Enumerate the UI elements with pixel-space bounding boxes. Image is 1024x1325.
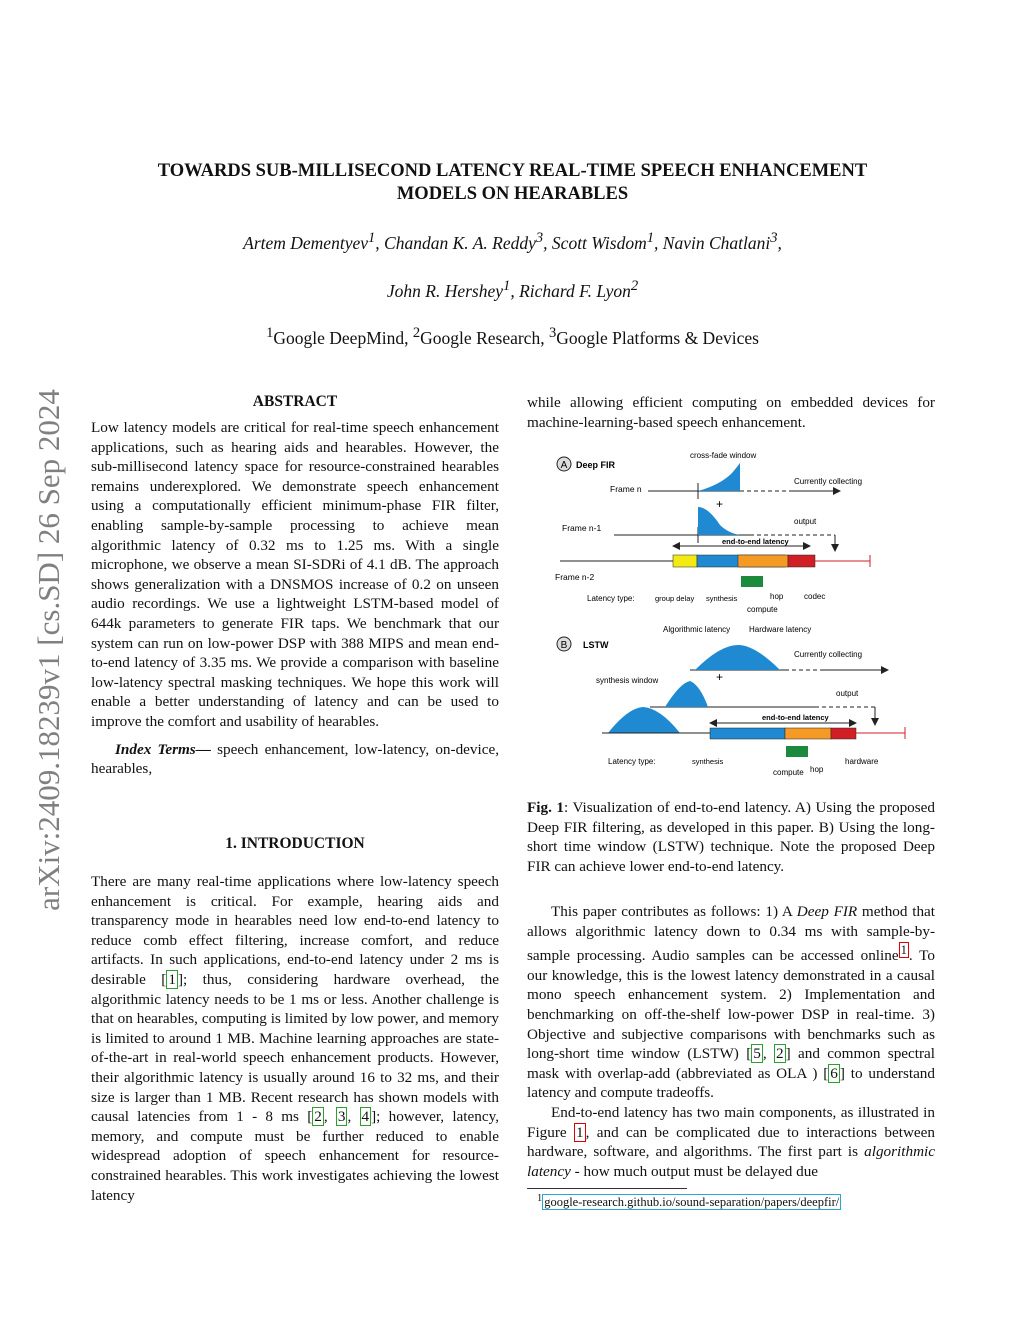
e2e-text: , and can be complicated due to interactions between hardware, software, and algorithms. The first part is — [527, 1123, 935, 1161]
e2e-emphasis: algorithmic latency — [527, 1143, 935, 1180]
affiliation: Google DeepMind — [273, 327, 405, 348]
continued-text: while allowing efficient computing on embedded devices for machine-learning-based speech enhancement. — [527, 394, 935, 431]
contributions — [527, 902, 935, 1181]
hardware-bar — [831, 728, 856, 739]
intro-text: ; thus, considering hardware overhead, the algorithmic latency needs to be 1 ms or less. Another challenge is that on hearables, computing is limited by low power, and memory is limited to around 1 MB. Machine learning approaches are state-of-the-art in real-world speech enhancement products. However, their algorithmic latency is usually around 16 to 32 ms, and their size is larger than 1 MB. Recent research has shown models with causal latencies from 1 - 8 ms — [91, 970, 499, 1126]
panel-b-title: LSTW — [583, 640, 609, 650]
author-separator: , — [375, 232, 385, 253]
caption-label: Fig. 1 — [527, 799, 565, 816]
citation-link[interactable]: 2 — [314, 1108, 322, 1126]
contrib-text: . To our knowledge, this is the lowest latency demonstrated in a causal mono speech enhancement system. 2) Implementation and benchmarking on off-the-shelf low-power DSP in real-time. 3) Objective and subjective comparisons with benchmarks such as long-short time window (LSTW) [ — [527, 947, 935, 1063]
e2e-label-a: end-to-end latency — [722, 537, 789, 546]
synthesis-label-a: synthesis — [706, 594, 738, 603]
author-affiliation-mark: 1 — [503, 278, 511, 294]
abstract-heading: ABSTRACT — [252, 393, 338, 410]
citation-link[interactable]: 5 — [753, 1045, 761, 1063]
hardware-label: hardware — [845, 757, 879, 766]
index-terms-label: Index Terms— — [115, 740, 211, 758]
author-separator: , — [543, 232, 552, 253]
intro-paragraph: There are many real-time applications where low-latency speech enhancement is critical. For example, hearing aids and transparency mode in hearables need low end-to-end latency to reduce comb effect filtering, increase comfort, and reduce artifacts. In such applications, end-to-end latency under 2 ms is desirable [ 1 ]; thus, considering hardware overhead, the algorithmic latency needs to be 1 ms or less. Another challenge is that on hearables, computing is limited by low power, and memory is limited to around 1 MB. Machine learning approaches are state-of-the-art in real-world speech enhancement products. However, their algorithmic latency is usually around 16 to 32 ms, and their size is larger than 1 MB. Recent research has shown models with causal latencies from 1 - 8 ms [ 2 , 3 , 4 ]; however, latency, memory, and compute must be further reduced to enable widespread adoption of speech enhancement for resource-constrained hearables. This work investigates achieving the lowest latency — [91, 873, 499, 1204]
frame-n1-label: Frame n-1 — [562, 523, 602, 533]
contrib-text: method that allows algorithmic latency down to 0.34 ms with sample-by-sample processing. Audio samples can be accessed online — [527, 903, 935, 965]
affiliation-separator: , — [540, 327, 549, 348]
compute-label-b: compute — [773, 768, 804, 777]
affiliation: Google Research — [420, 327, 541, 348]
lstw-frame2-window — [665, 681, 708, 707]
title-line-1: TOWARDS SUB-MILLISECOND LATENCY REAL-TIME SPEECH ENHANCEMENT — [157, 161, 868, 181]
abstract-text: Low latency models are critical for real-time speech enhancement applications, such as hearing aids and hearables. However, the sub-millisecond latency space for resource-constrained hearables remains underexplored. We demonstrate speech enhancement using a computationally efficient minimum-phase FIR filter, enabling sample-by-sample processing to achieve mean algorithmic latency of 0.32 ms to 1.25 ms. With a single microphone, we observe a mean SI-SDRi of 4.1 dB. The approach shows generalization with a DNSMOS increase of 0.2 on unseen audio recordings. We use a lightweight LSTM-based model of 644k parameters to generate FIR taps. We benchmark that our system can run on low-power DSP with 388 MIPS and mean end-to-end latency of 3.35 ms. We provide a comparison with baseline low-latency spectral masking techniques. We hope this work will enable a better understanding of latency and can be used to improve the comfort and usability of hearables. — [91, 419, 499, 730]
citation-link[interactable]: 6 — [830, 1064, 838, 1082]
author-affiliation-mark: 2 — [630, 278, 639, 294]
latency-type-label-a: Latency type: — [587, 594, 635, 603]
panel-b-label: B — [560, 640, 568, 651]
author-affiliation-mark: 3 — [535, 230, 544, 246]
author-separator: , — [510, 280, 520, 301]
synthesis-window-label: synthesis window — [596, 676, 659, 685]
panel-a-label: A — [560, 460, 568, 471]
collecting-label-a: Currently collecting — [794, 477, 863, 486]
author-line-1 — [95, 230, 930, 254]
codec-bar — [788, 555, 815, 567]
footnote-url[interactable]: google-research.github.io/sound-separation/papers/deepfir/ — [544, 1195, 840, 1210]
panel-a-title: Deep FIR — [576, 460, 616, 470]
lstw-frame1-window — [695, 645, 780, 670]
author: Artem Dementyev — [243, 232, 368, 253]
contributions-paragraph: This paper contributes as follows: 1) A Deep FIR method that allows algorithmic latency down to 0.34 ms with sample-by-sample processing. Audio samples can be accessed online $^1$ . To our knowledge, this is the lowest latency demonstrated in a causal mono speech enhancement system. 2) Implementation and benchmarking on off-the-shelf low-power DSP in real-time. 3) Objective and subjective comparisons with benchmarks such as long-short time window (LSTW) [ 5 , 2 ] and common spectral mask with overlap-add (abbreviated as OLA ) [ 6 ] to understand latency and compute tradeoffs. — [527, 903, 936, 1102]
author: Richard F. Lyon — [519, 280, 631, 301]
author: Navin Chatlani — [662, 232, 771, 253]
e2e-paragraph — [527, 1103, 935, 1181]
synthesis-bar-b — [710, 728, 785, 739]
contrib-text: ] and common spectral mask with overlap-add (abbreviated as OLA ) [ — [527, 1045, 936, 1082]
hop-bar-a — [738, 555, 788, 567]
caption-text — [527, 798, 935, 876]
paper-title — [95, 160, 930, 206]
figure-link[interactable]: 1 — [576, 1123, 584, 1141]
compute-bar-a — [741, 576, 763, 587]
affiliations — [95, 325, 930, 349]
author-line-2 — [95, 278, 930, 302]
arxiv-id: arXiv:2409.18239v1 [cs.SD] 26 Sep 2024 — [31, 389, 66, 911]
author-separator: , — [777, 232, 782, 253]
crossfade-label: cross-fade window — [690, 451, 757, 460]
e2e-label-b: end-to-end latency — [762, 713, 829, 722]
affiliation-number: 1 — [266, 325, 274, 341]
hop-bar-b — [785, 728, 831, 739]
contrib-text: This paper contributes as follows: 1) A — [551, 903, 797, 920]
latency-type-label-b: Latency type: — [608, 757, 656, 766]
author-affiliation-mark: 1 — [646, 230, 655, 246]
index-terms-text: speech enhancement, low-latency, on-device, hearables, — [91, 740, 499, 778]
footnote-rule — [527, 1188, 687, 1189]
author: Scott Wisdom — [551, 232, 647, 253]
affiliation-number: 2 — [412, 325, 421, 341]
right-column-top — [527, 393, 935, 432]
contrib-emphasis: Deep FIR — [796, 903, 858, 920]
figure-caption — [527, 798, 935, 876]
footnote-number: 1 — [537, 1193, 543, 1204]
author-separator: , — [654, 232, 663, 253]
footnote — [537, 1193, 841, 1210]
intro-heading: 1. INTRODUCTION — [225, 835, 365, 852]
collecting-label-b: Currently collecting — [794, 650, 863, 659]
index-terms — [91, 740, 499, 779]
footnote-link[interactable]: 1 — [900, 943, 907, 958]
group-delay-label: group delay — [655, 594, 695, 603]
arxiv-watermark — [18, 350, 80, 950]
author-affiliation-mark: 3 — [770, 230, 778, 246]
author: Chandan K. A. Reddy — [384, 232, 536, 253]
plus-sign-a: + — [716, 497, 724, 511]
e2e-text: End-to-end latency has two main components, as illustrated in Figure — [527, 1104, 935, 1141]
citation-link[interactable]: 2 — [776, 1045, 784, 1063]
caption-body: : Visualization of end-to-end latency. A) Using the proposed Deep FIR filtering, as developed in this paper. B) Using the long-short time window (LSTW) technique. Note the proposed Deep FIR can achieve lower end-to-end latency. — [527, 799, 936, 875]
title-line-2: MODELS ON HEARABLES — [396, 184, 629, 204]
lstw-frame3-window — [608, 707, 680, 733]
citation-link[interactable]: 4 — [361, 1108, 370, 1126]
citation-link[interactable]: 3 — [337, 1108, 346, 1126]
intro-body — [91, 872, 499, 1205]
compute-bar-b — [786, 746, 808, 757]
frame-n1-window — [698, 507, 740, 535]
e2e-text: - how much output must be delayed due — [570, 1162, 819, 1180]
abstract-body — [91, 418, 499, 779]
codec-label: codec — [804, 592, 826, 601]
synthesis-label-b: synthesis — [692, 757, 724, 766]
compute-label-a: compute — [747, 605, 778, 614]
frame-n-label: Frame n — [610, 484, 642, 494]
intro-text: ; however, latency, memory, and compute must be further reduced to enable widespread adoption of speech enhancement for resource-constrained hearables. This work investigates achieving the lowest latency — [91, 1108, 499, 1204]
output-label-a: output — [794, 517, 817, 526]
plus-sign-b: + — [716, 670, 724, 684]
frame-n-window — [698, 463, 740, 491]
affiliation-number: 3 — [548, 325, 557, 341]
author-affiliation-mark: 1 — [368, 230, 376, 246]
affiliation-separator: , — [404, 327, 413, 348]
figure-1 — [540, 445, 930, 785]
contrib-text: ] to understand latency and compute tradeoffs. — [527, 1064, 935, 1102]
hop-label-b: hop — [810, 765, 824, 774]
group-delay-bar — [673, 555, 697, 567]
frame-n2-label: Frame n-2 — [555, 572, 595, 582]
author: John R. Hershey — [386, 280, 504, 301]
affiliation: Google Platforms & Devices — [556, 327, 759, 348]
algorithmic-latency-label: Algorithmic latency — [663, 625, 731, 634]
hardware-latency-label: Hardware latency — [749, 625, 812, 634]
citation-link[interactable]: 1 — [168, 970, 176, 988]
output-label-b: output — [836, 689, 859, 698]
latency-diagram — [540, 445, 930, 785]
intro-text: There are many real-time applications where low-latency speech enhancement is critical. For example, hearing aids and transparency mode in hearables need low end-to-end latency to reduce comb effect filtering, increase comfort, and reduce artifacts. In such applications, end-to-end latency under 2 ms is desirable — [91, 873, 499, 988]
hop-label-a: hop — [770, 592, 784, 601]
